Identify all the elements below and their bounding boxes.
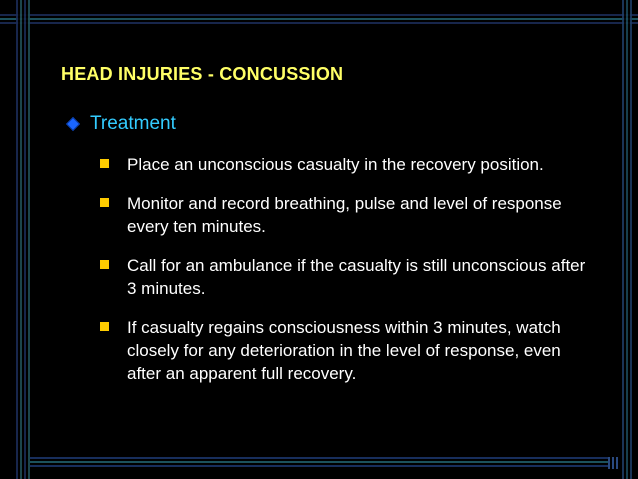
- square-bullet-icon: [100, 159, 109, 168]
- bullet-text: Monitor and record breathing, pulse and level of response every ten minutes.: [127, 194, 562, 236]
- bullet-item: [97, 254, 597, 300]
- bullet-list: [97, 153, 597, 401]
- decorative-corner: [608, 457, 618, 469]
- decorative-border-bottom: [30, 457, 618, 469]
- diamond-icon: [66, 117, 80, 131]
- slide-title: HEAD INJURIES - CONCUSSION: [61, 64, 344, 84]
- bullet-text: Call for an ambulance if the casualty is still unconscious after 3 minutes.: [127, 256, 586, 298]
- subheading-label: Treatment: [90, 113, 176, 134]
- bullet-item: [97, 316, 597, 385]
- decorative-border-left: [16, 0, 30, 479]
- subheading-row: [62, 113, 176, 135]
- decorative-border-right: [622, 0, 632, 479]
- bullet-text: Place an unconscious casualty in the recovery position.: [127, 155, 544, 174]
- decorative-border-top: [0, 14, 638, 26]
- square-bullet-icon: [100, 260, 109, 269]
- bullet-item: [97, 192, 597, 238]
- square-bullet-icon: [100, 198, 109, 207]
- square-bullet-icon: [100, 322, 109, 331]
- bullet-text: If casualty regains consciousness within 3 minutes, watch closely for any deterioration in the level of response, even after an apparent full recovery.: [127, 318, 561, 383]
- bullet-item: [97, 153, 597, 176]
